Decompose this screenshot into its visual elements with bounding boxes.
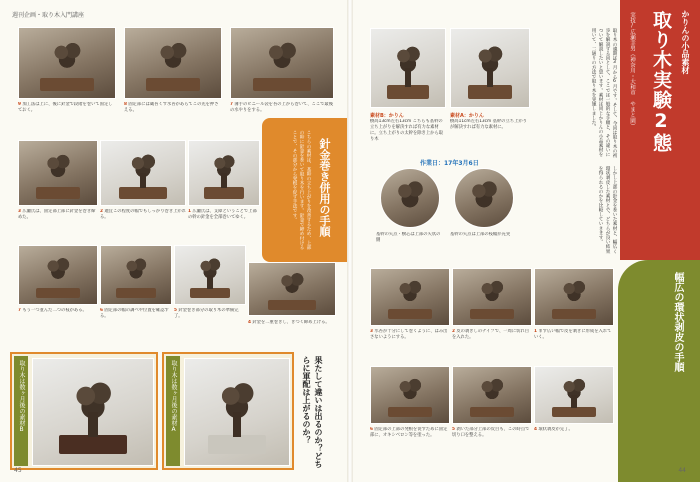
author-credit: 実技/広瀬幸男（神奈川・大和市 やまと園） — [629, 12, 635, 129]
page-number-left: 45 — [14, 467, 22, 474]
ring-section-title: 幅広の環状剥皮の手順 — [672, 272, 683, 372]
caption-r4: 4 環状剥皮が完了。 — [534, 427, 573, 432]
right-page — [350, 0, 700, 482]
caption-3: 3 広瀬氏は、固定部上部に針金を巻き締めた。 — [18, 209, 96, 220]
caption-6: 6 固定部の幅の調べや位置を確認する。 — [100, 308, 169, 319]
closeup-a — [454, 168, 514, 228]
material-b-name: 素材B：かりん — [370, 113, 404, 119]
photo-step-4-right — [534, 366, 614, 424]
series-label: かりんの小品素材 — [681, 10, 690, 74]
material-b-photo — [370, 28, 446, 108]
photo-step-1-left — [188, 140, 260, 206]
photo-step-8-left — [124, 27, 222, 99]
body-text-2: しかし上部の針金を巻いた素材と、幅広く環状剥皮した素材とで、どちらが良い結果を得られるのかを比較していきます。 — [598, 166, 617, 254]
caption-1: 1 広瀬氏は、支障ということで上部の幹の針金を全部巻いてゆく。 — [188, 209, 257, 220]
caption-9: 9 加工法は上に、後に針金で段階を巻いて固定しておく。 — [18, 102, 113, 113]
page-number-right: 44 — [678, 467, 686, 474]
photo-step-6-left — [100, 245, 172, 305]
caption-r6: 6 固定部の上部の発根を促すために固定部に、オキシベロン等を塗った。 — [370, 427, 448, 438]
caption-r1: 1 ます広い幅で皮を剥ぎに形成を入れていく。 — [534, 329, 612, 340]
ring-section-panel — [618, 260, 700, 482]
caption-r2: 2 皮の剥ぎしのナイフで、一周に切れ目を入れた。 — [452, 329, 530, 340]
photo-step-7-left — [230, 27, 334, 99]
caption-2: 2 適宜この程度の幅でもしっかり巻き上がれる。 — [100, 209, 186, 220]
photo-step-5-right — [452, 366, 532, 424]
wire-section-body: こちらの素材は、基幹の立ち上がりを改善するため、上部の幹に針金を巻いて取り木を行います。針金で締め付けることで、その部分から発根を促す手法です。 — [292, 130, 311, 250]
material-a-name: 素材A：かりん — [450, 113, 484, 119]
caption-r3: 3 水苔が十分にして巻くように、はみ出さないようにする。 — [370, 329, 448, 340]
after-a-photo — [184, 358, 290, 466]
material-a-desc: 樹高11cm左右13cm 基幹の立ち上がりが解決すれば有力な素材に。 — [450, 119, 527, 130]
photo-step-5-left — [174, 245, 246, 305]
photo-step-4-left — [248, 262, 336, 316]
caption-5: 5 針金巻き部分の取り木の準備完了。 — [174, 308, 239, 319]
body-text-1: 取り木の適期は3月から6月です。そして、今回は取り木の初歩を解説する回として、ここでは一般的な手順と、その違いについて解説したいと思います。素材は同じかりんの小品素材を用いて、二通りの方法で取り木を実施しました。 — [591, 28, 617, 158]
caption-4: 4 針金を二重巻きし、きつく締め上げる。 — [248, 320, 330, 325]
photo-step-6-right — [370, 366, 450, 424]
wire-section-title: 針金巻き併用の手順 — [318, 138, 331, 237]
photo-step-9-left — [18, 27, 116, 99]
caption-7: 7 薄手のビニール袋を苔の上から巻いて、ここで最後の水やりをする。 — [230, 102, 334, 113]
photo-step-2-left — [100, 140, 186, 206]
material-b-desc: 樹高13cm左右13cm こちらも基幹の立ち上がりを解決すれば有力な素材に。立ち上がりの太幹を除き上から取り木 — [370, 119, 444, 142]
series-header: 週刊企画・取り木入門講座 — [12, 12, 85, 19]
caption-7b: 7 もう一つ並んだ二つの枝がある。 — [18, 308, 87, 313]
photo-step-7b-left — [18, 245, 98, 305]
photo-step-3-left — [18, 140, 98, 206]
bottom-question: 果たして違いは出るのか？どちらに軍配は上がるのか？ — [302, 356, 323, 468]
main-title: 取り木実験2態 — [650, 10, 672, 153]
photo-step-2-right — [452, 268, 532, 326]
after-a-label: 取り木は数ヶ月後の素材A — [166, 356, 180, 466]
page-gutter — [347, 0, 353, 482]
after-b-label: 取り木は数ヶ月後の素材B — [14, 356, 28, 466]
photo-step-3-right — [370, 268, 450, 326]
closeup-b — [380, 168, 440, 228]
photo-step-1-right — [534, 268, 614, 326]
closeup-b-caption: 基幹の矢点・樹芯は上部の矢状の側 — [376, 232, 441, 243]
caption-8: 8 固定部には蔵苔くず水苔があらてこの先を押さえる。 — [124, 102, 219, 113]
closeup-a-caption: 基幹の矢点は上部の枝幅が充実 — [450, 232, 511, 237]
after-b-photo — [32, 358, 154, 466]
material-a-photo — [450, 28, 530, 108]
experiment-date: 作業日：17年3月6日 — [420, 160, 479, 167]
caption-r5: 5 剥いた部分上部の皮目も、この時点で切り口を整える。 — [452, 427, 530, 438]
